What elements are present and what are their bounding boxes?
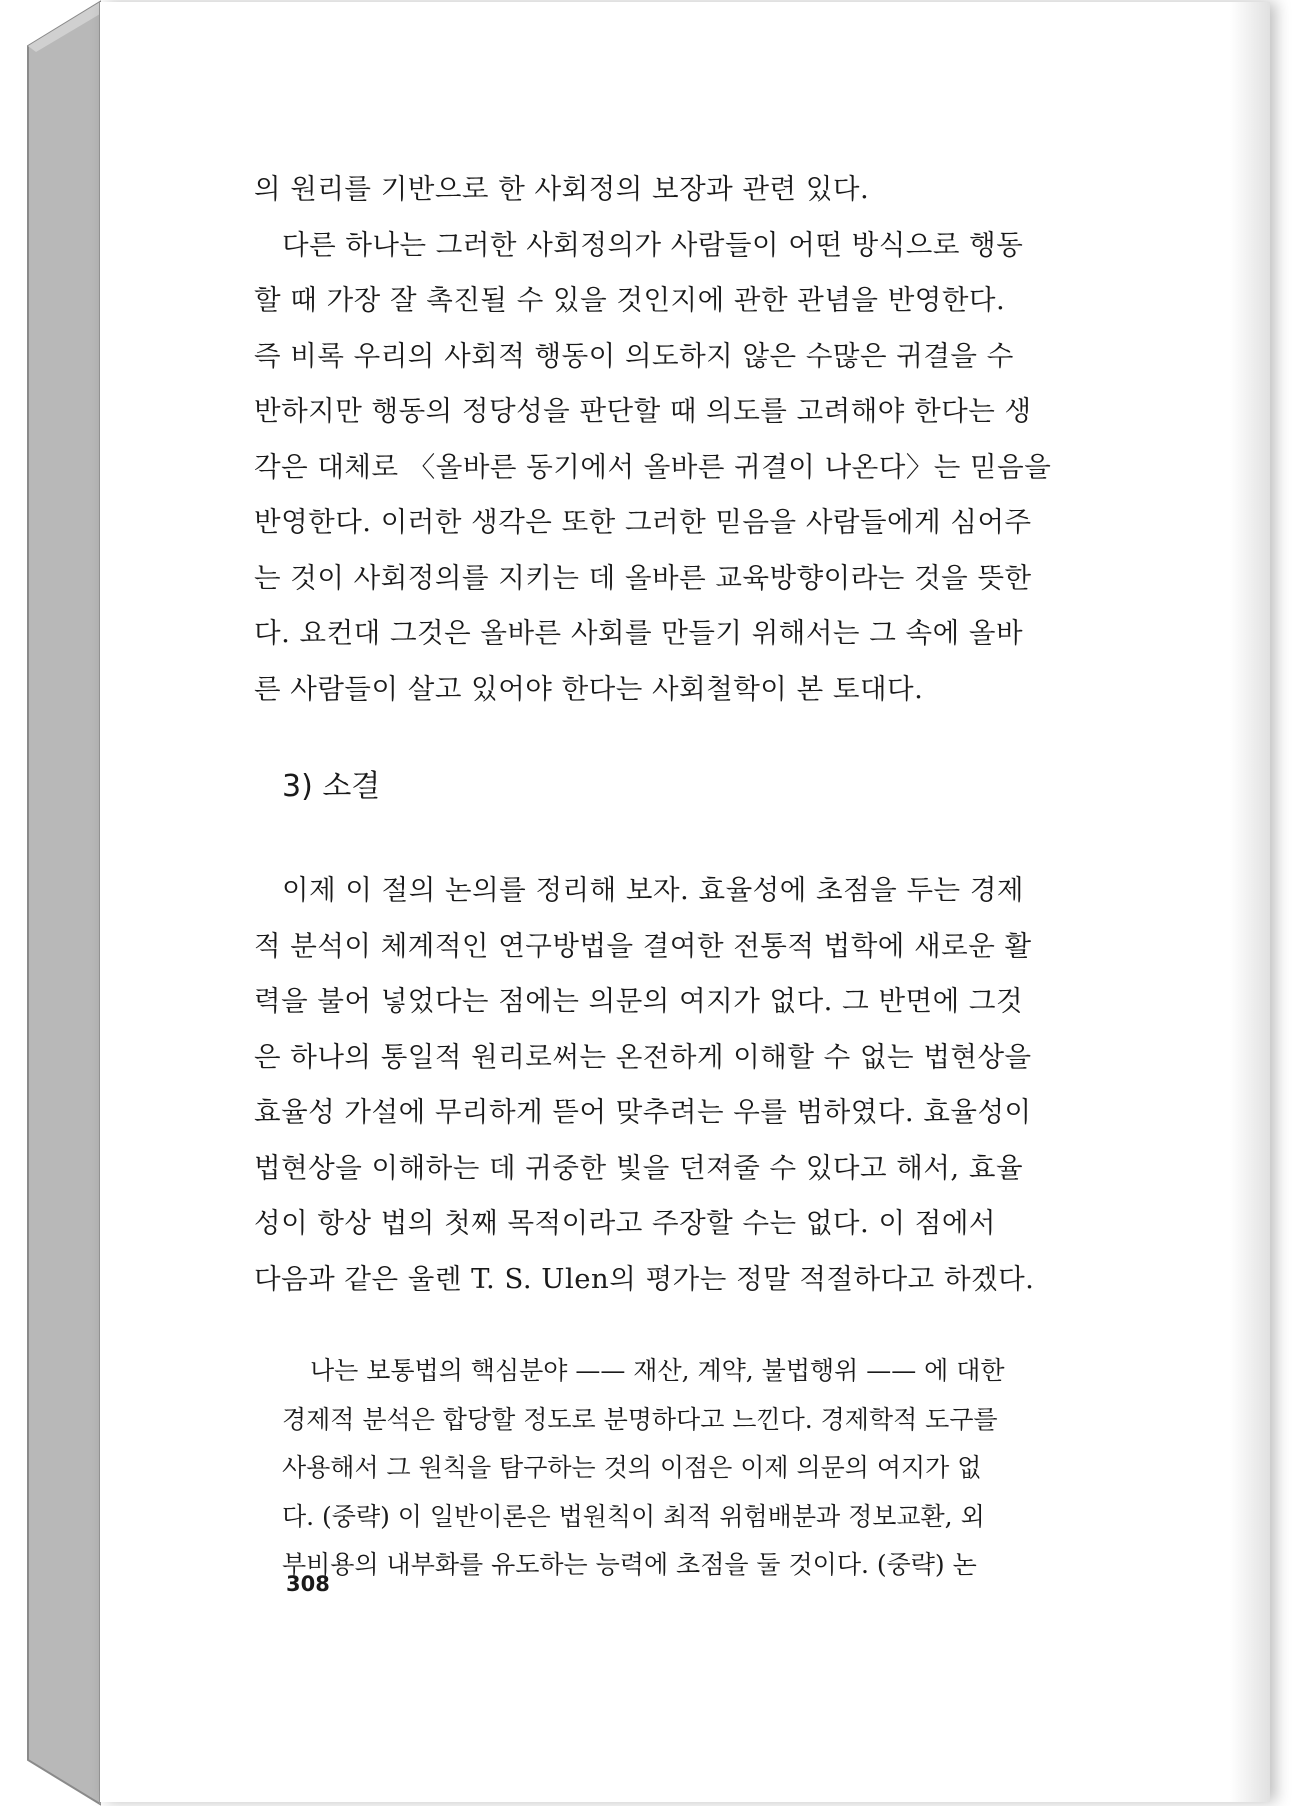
text-line: 력을 불어 넣었다는 점에는 의문의 여지가 없다. 그 반면에 그것 [254, 985, 1024, 1017]
text-line: 효율성 가설에 무리하게 뜯어 맞추려는 우를 범하였다. 효율성이 [254, 1096, 1032, 1128]
text-line: 각은 대체로 〈올바른 동기에서 올바른 귀결이 나온다〉는 믿음을 [254, 450, 1052, 483]
text-line: 른 사람들이 살고 있어야 한다는 사회철학이 본 토대다. [254, 672, 924, 705]
text-line: 할 때 가장 잘 촉진될 수 있을 것인지에 관한 관념을 반영한다. [254, 284, 1006, 316]
paragraph-1 [254, 162, 1250, 717]
page-content [254, 162, 1250, 1590]
text-line: 는 것이 사회정의를 지키는 데 올바른 교육방향이라는 것을 뜻한 [254, 561, 1032, 594]
text-line: 다. 요컨대 그것은 올바른 사회를 만들기 위해서는 그 속에 올바 [254, 617, 1024, 649]
text-line: 반영한다. 이러한 생각은 또한 그러한 믿음을 사람들에게 심어주 [254, 506, 1032, 538]
paragraph-2 [254, 863, 1250, 1307]
text-line: 반하지만 행동의 정당성을 판단할 때 의도를 고려해야 한다는 생 [254, 395, 1032, 427]
quote-line: 나는 보통법의 핵심분야 —— 재산, 계약, 불법행위 —— 에 대한 [310, 1356, 1005, 1385]
book-page [100, 2, 1270, 1802]
text-line: 의 원리를 기반으로 한 사회정의 보장과 관련 있다. [254, 173, 870, 205]
text-line: 적 분석이 체계적인 연구방법을 결여한 전통적 법학에 새로운 활 [254, 929, 1032, 962]
page-number: 308 [286, 1572, 330, 1596]
text-line: 성이 항상 법의 첫째 목적이라고 주장할 수는 없다. 이 점에서 [254, 1207, 996, 1239]
quote-line: 부비용의 내부화를 유도하는 능력에 초점을 둘 것이다. (중략) 논 [282, 1550, 977, 1579]
text-line: 다음과 같은 울렌 T. S. Ulen의 평가는 정말 적절하다고 하겠다. [254, 1262, 1035, 1295]
quote-line: 경제적 분석은 합당할 정도로 분명하다고 느낀다. 경제학적 도구를 [282, 1404, 998, 1434]
block-quote [282, 1347, 1247, 1590]
section-heading: 3) 소결 [282, 769, 381, 804]
text-line: 은 하나의 통일적 원리로써는 온전하게 이해할 수 없는 법현상을 [254, 1040, 1032, 1073]
text-line: 법현상을 이해하는 데 귀중한 빛을 던져줄 수 있다고 해서, 효율 [254, 1151, 1024, 1184]
quote-line: 다. (중략) 이 일반이론은 법원칙이 최적 위험배분과 정보교환, 외 [282, 1501, 985, 1531]
text-line: 이제 이 절의 논의를 정리해 보자. 효율성에 초점을 두는 경제 [282, 874, 1024, 906]
text-line: 다른 하나는 그러한 사회정의가 사람들이 어떤 방식으로 행동 [282, 228, 1024, 261]
quote-line: 사용해서 그 원칙을 탐구하는 것의 이점은 이제 의문의 여지가 없 [282, 1453, 982, 1482]
text-line: 즉 비록 우리의 사회적 행동이 의도하지 않은 수많은 귀결을 수 [254, 339, 1014, 372]
